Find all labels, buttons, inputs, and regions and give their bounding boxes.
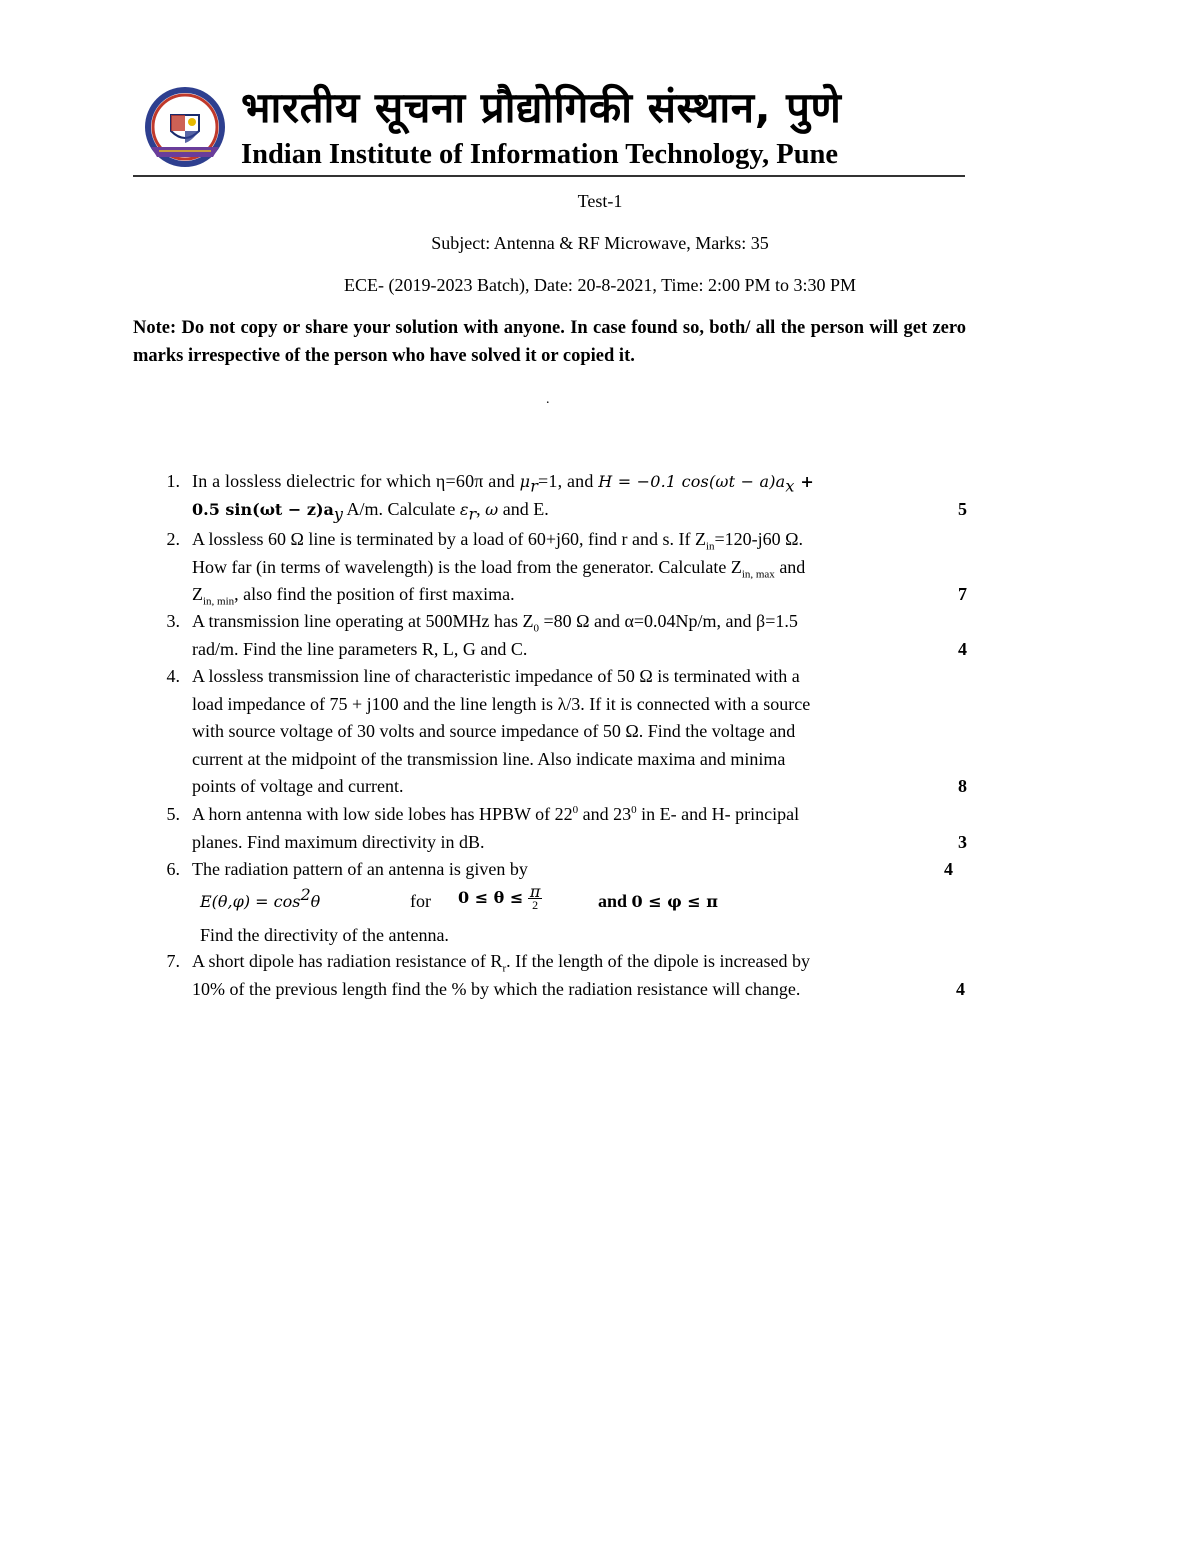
question-body <box>192 856 967 949</box>
mu-subscript: r <box>530 476 539 496</box>
question-text: A short dipole has radiation resistance of R <box>192 951 503 971</box>
question-text: =1, and <box>538 471 599 491</box>
field-equation-continued: 0.5 sin(ωt − z)a <box>192 499 334 519</box>
question-text: =120-j60 Ω. <box>714 529 804 549</box>
question-marks: 4 <box>956 978 965 999</box>
question-text: A horn antenna with low side lobes has HPBW of 22 <box>192 804 573 824</box>
subscript: in <box>705 540 715 553</box>
question-body <box>192 608 967 663</box>
question-text: The radiation pattern of an antenna is given by <box>192 859 528 879</box>
institute-logo-icon <box>141 85 229 173</box>
pattern-equation-theta: θ <box>310 891 321 911</box>
omega-symbol: ω <box>485 499 499 519</box>
question-text: and <box>774 556 806 577</box>
superscript: 0 <box>572 804 579 816</box>
question-number: 6. <box>166 859 180 879</box>
fraction-numerator: π <box>529 881 541 901</box>
question-text: in E- and H- principal <box>636 804 800 824</box>
question-marks: 4 <box>958 638 967 659</box>
question-number: 7. <box>166 951 180 971</box>
question-text: points of voltage and current. <box>192 776 404 796</box>
question-text: Z <box>192 584 203 604</box>
question-body <box>192 948 967 1003</box>
question-text: with source voltage of 30 volts and source impedance of 50 Ω. Find the voltage and <box>192 721 796 741</box>
epsilon-symbol: ε <box>459 499 469 519</box>
question-number: 3. <box>166 611 180 631</box>
question-text: In a lossless dielectric for which η=60π and <box>192 471 520 491</box>
question-text: 10% of the previous length find the % by which the radiation resistance will change. <box>192 978 801 999</box>
question-text: planes. Find maximum directivity in dB. <box>192 831 485 852</box>
institute-name-english: Indian Institute of Information Technology, Pune <box>241 139 839 170</box>
question-text: rad/m. Find the line parameters R, L, G and C. <box>192 638 528 659</box>
epsilon-subscript: r <box>468 504 477 524</box>
and-label: and <box>598 890 632 911</box>
mu-symbol: μ <box>519 472 531 491</box>
pi-over-two-fraction <box>528 881 543 912</box>
question-text: load impedance of 75 + j100 and the line length is λ/3. If it is connected with a source <box>192 693 811 714</box>
equation-plus: + <box>794 472 815 491</box>
test-title: Test-1 <box>577 191 623 211</box>
phi-range: 0 ≤ φ ≤ π <box>631 891 718 911</box>
institute-name-hindi: भारतीय सूचना प्रौद्योगिकी संस्थान, पुणे <box>241 83 842 132</box>
question-text: =80 Ω and α=0.04Np/m, and β=1.5 <box>538 611 798 631</box>
equation-subscript: x <box>785 476 795 496</box>
question-body <box>192 663 967 801</box>
question-text: A lossless 60 Ω line is terminated by a load of 60+j60, find r and s. If Z <box>192 529 706 549</box>
question-marks: 3 <box>958 831 967 852</box>
header-divider <box>133 175 965 177</box>
question-text: , also find the position of first maxima. <box>234 584 515 604</box>
question-body <box>192 526 967 609</box>
question-text: Find the directivity of the antenna. <box>200 924 449 945</box>
fraction-denominator: 2 <box>532 897 539 912</box>
question-number: 5. <box>166 804 180 824</box>
subscript: in, max <box>741 568 775 581</box>
equation-subscript: y <box>333 504 343 524</box>
superscript: 0 <box>631 804 637 816</box>
question-text: current at the midpoint of the transmission line. Also indicate maxima and minima <box>192 748 786 769</box>
subscript: r <box>502 962 507 975</box>
question-text: A transmission line operating at 500MHz has Z <box>192 611 534 631</box>
question-marks: 7 <box>958 584 967 604</box>
question-marks: 4 <box>944 859 953 879</box>
question-text: A lossless transmission line of characteristic impedance of 50 Ω is terminated with a <box>192 666 800 686</box>
question-text: A/m. Calculate <box>342 498 460 519</box>
question-text: How far (in terms of wavelength) is the load from the generator. Calculate Z <box>192 556 742 577</box>
letterhead <box>133 80 965 178</box>
question-text: and 23 <box>578 804 632 824</box>
subscript: in, min <box>203 595 235 608</box>
pattern-exponent: 2 <box>300 884 311 904</box>
details-line: ECE- (2019-2023 Batch), Date: 20-8-2021, Time: 2:00 PM to 3:30 PM <box>344 275 856 295</box>
pattern-equation: E(θ,φ) = cos <box>200 891 301 911</box>
question-body <box>192 468 967 523</box>
question-marks: 5 <box>958 498 967 519</box>
field-equation: H = −0.1 cos(ωt − a)a <box>598 472 786 491</box>
subject-line: Subject: Antenna & RF Microwave, Marks: 35 <box>431 233 769 253</box>
question-number: 4. <box>166 666 180 686</box>
question-body <box>192 801 967 856</box>
question-number: 1. <box>166 471 180 491</box>
stray-dot: . <box>546 392 550 407</box>
subscript: 0 <box>533 622 539 635</box>
question-text: and E. <box>498 498 549 519</box>
theta-range: 0 ≤ θ ≤ <box>458 887 524 907</box>
exam-note: Note: Do not copy or share your solution with anyone. In case found so, both/ all the person will get zero marks irrespective of the person who have solved it or copied it. <box>133 318 966 366</box>
question-marks: 8 <box>958 776 967 796</box>
question-number: 2. <box>166 529 180 549</box>
for-label: for <box>410 890 431 911</box>
question-text: . If the length of the dipole is increased by <box>506 951 811 971</box>
question-text: , <box>476 498 486 519</box>
